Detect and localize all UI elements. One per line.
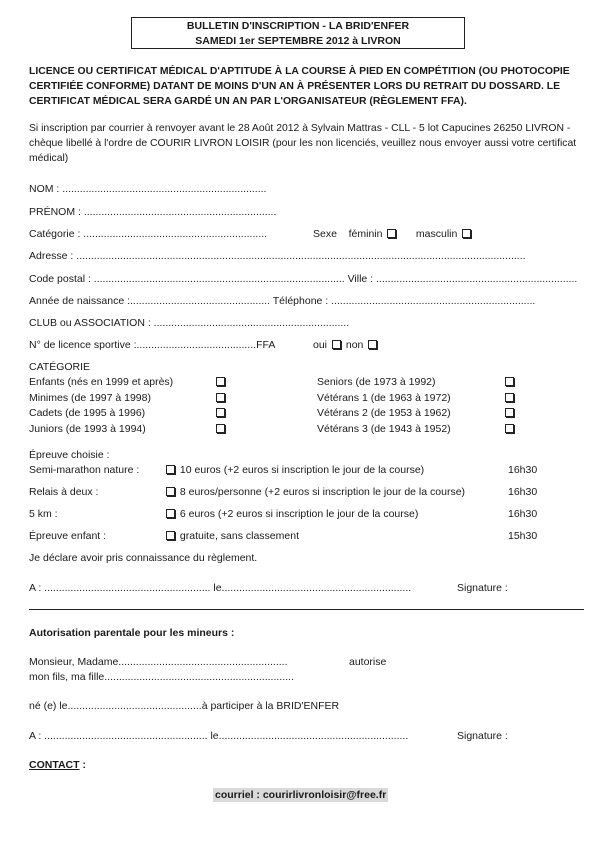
non-checkbox[interactable] (368, 340, 377, 349)
parental-place-date-field[interactable]: A : ........................................................ le................................................................. (29, 730, 409, 742)
epreuve-option (164, 508, 418, 520)
masculin-label: masculin (415, 228, 458, 240)
epreuve-checkbox[interactable] (166, 487, 175, 496)
oui-label: oui (313, 339, 328, 351)
signature-label: Signature : (457, 582, 508, 594)
category-item: Vétérans 3 (de 1943 à 1952) (317, 422, 451, 435)
epreuve-time: 16h30 (508, 486, 538, 498)
epreuve-name: Semi-marathon nature : (29, 464, 140, 476)
sexe-group (313, 228, 473, 240)
category-checkbox[interactable] (216, 424, 225, 433)
prenom-field[interactable]: PRÉNOM : .................................................................. (29, 206, 277, 218)
parental-signature-label: Signature : (457, 730, 508, 742)
title-box (131, 17, 465, 49)
contact-label: CONTACT (29, 759, 80, 771)
mail-instructions: Si inscription par courrier à renvoyer avant le 28 Août 2012 à Sylvain Mattras - CLL - 5 lot Capucines 26250 LIVRON - chèque libellé à l'ordre de COURIR LIVRON LOISIR (pour les non licenciés, veuillez nous envoyer aussi votre certificat médical) (29, 123, 577, 164)
title-line-2: SAMEDI 1er SEPTEMBRE 2012 à LIVRON (195, 35, 401, 47)
non-label: non (345, 339, 364, 351)
nom-field[interactable]: NOM : ...................................................................... (29, 183, 267, 195)
category-checkbox[interactable] (505, 377, 514, 386)
category-item: Minimes (de 1997 à 1998) (29, 391, 151, 404)
categorie-field[interactable]: Catégorie : ............................................................... (29, 228, 268, 240)
autorise-label: autorise (349, 656, 387, 668)
epreuve-time: 16h30 (508, 464, 538, 476)
epreuve-option (164, 530, 299, 542)
place-date-field[interactable]: A : ......................................................... le................................................................. (29, 582, 412, 594)
category-item: Seniors (de 1973 à 1992) (317, 376, 436, 388)
certificate-notice: LICENCE OU CERTIFICAT MÉDICAL D'APTITUDE À LA COURSE À PIED EN COMPÉTITION (OU PHOTOCOPIE CERTIFIÉE CONFORME) DATANT DE MOINS D'UN AN À PRÉSENTER LORS DU RETRAIT DU DOSSARD. LE CERTIFICAT MÉDICAL SERA GARDÉ UN AN PAR L'ORGANISATEUR (RÈGLEMENT FFA). (29, 66, 570, 107)
category-item: Vétérans 2 (de 1953 à 1962) (317, 407, 451, 419)
category-checkbox[interactable] (216, 408, 225, 417)
epreuve-price: 10 euros (+2 euros si inscription le jour de la course) (179, 464, 425, 476)
epreuve-time: 16h30 (508, 508, 538, 520)
contact-email[interactable]: courriel : courirlivronloisir@free.fr (215, 789, 387, 801)
epreuve-name: Relais à deux : (29, 486, 99, 498)
parent-name-field[interactable]: Monsieur, Madame.......................................................... (29, 656, 288, 668)
licence-options (313, 339, 379, 351)
feminin-label: féminin (348, 228, 383, 240)
oui-checkbox[interactable] (332, 340, 341, 349)
categories-right (317, 375, 451, 437)
category-checkbox[interactable] (216, 377, 225, 386)
licence-field[interactable]: N° de licence sportive :.........................................FFA (29, 339, 276, 351)
title-line-1: BULLETIN D'INSCRIPTION - LA BRID'ENFER (186, 20, 410, 32)
divider (29, 609, 584, 610)
epreuve-option (164, 464, 424, 476)
category-item: Juniors (de 1993 à 1994) (29, 422, 146, 435)
categories-right-checkboxes (503, 375, 516, 437)
masculin-checkbox[interactable] (462, 229, 471, 238)
categorie-heading: CATÉGORIE (29, 361, 91, 373)
birthdate-field[interactable]: né (e) le..............................................à participer à la BRID'ENFER (29, 700, 340, 712)
category-checkbox[interactable] (505, 393, 514, 402)
epreuve-name: 5 km : (29, 508, 58, 520)
category-item: Vétérans 1 (de 1963 à 1972) (317, 391, 451, 404)
parental-heading: Autorisation parentale pour les mineurs : (29, 627, 235, 639)
categories-left (29, 375, 173, 437)
epreuve-price: gratuite, sans classement (179, 530, 299, 542)
epreuve-option (164, 486, 465, 498)
epreuve-checkbox[interactable] (166, 465, 175, 474)
adresse-field[interactable]: Adresse : .......................................................................................................................................................... (29, 250, 526, 262)
feminin-checkbox[interactable] (387, 229, 396, 238)
epreuve-price: 8 euros/personne (+2 euros si inscription le jour de la course) (179, 486, 466, 498)
epreuve-heading: Épreuve choisie : (29, 449, 110, 461)
contact-heading (29, 759, 86, 771)
contact-suffix: : (79, 759, 86, 771)
category-item: Enfants (nés en 1999 et après) (29, 376, 174, 388)
categories-left-checkboxes (214, 375, 227, 437)
epreuve-name: Épreuve enfant : (29, 530, 107, 542)
category-item: Cadets (de 1995 à 1996) (29, 407, 146, 419)
category-checkbox[interactable] (505, 424, 514, 433)
epreuve-checkbox[interactable] (166, 509, 175, 518)
category-checkbox[interactable] (216, 393, 225, 402)
sexe-label: Sexe (313, 228, 337, 240)
category-checkbox[interactable] (505, 408, 514, 417)
epreuve-time: 15h30 (508, 530, 538, 542)
epreuve-checkbox[interactable] (166, 531, 175, 540)
club-field[interactable]: CLUB ou ASSOCIATION : ................................................................... (29, 317, 350, 329)
naissance-telephone-field[interactable]: Année de naissance :................................................ Téléphone : ...................................................................... (29, 295, 536, 307)
child-name-field[interactable]: mon fils, ma fille................................................................. (29, 671, 294, 683)
code-postal-ville-field[interactable]: Code postal : ...................................................................................... Ville : ..................................................................... (29, 273, 578, 285)
declaration: Je déclare avoir pris connaissance du règlement. (29, 552, 258, 564)
epreuve-price: 6 euros (+2 euros si inscription le jour de la course) (179, 508, 419, 520)
